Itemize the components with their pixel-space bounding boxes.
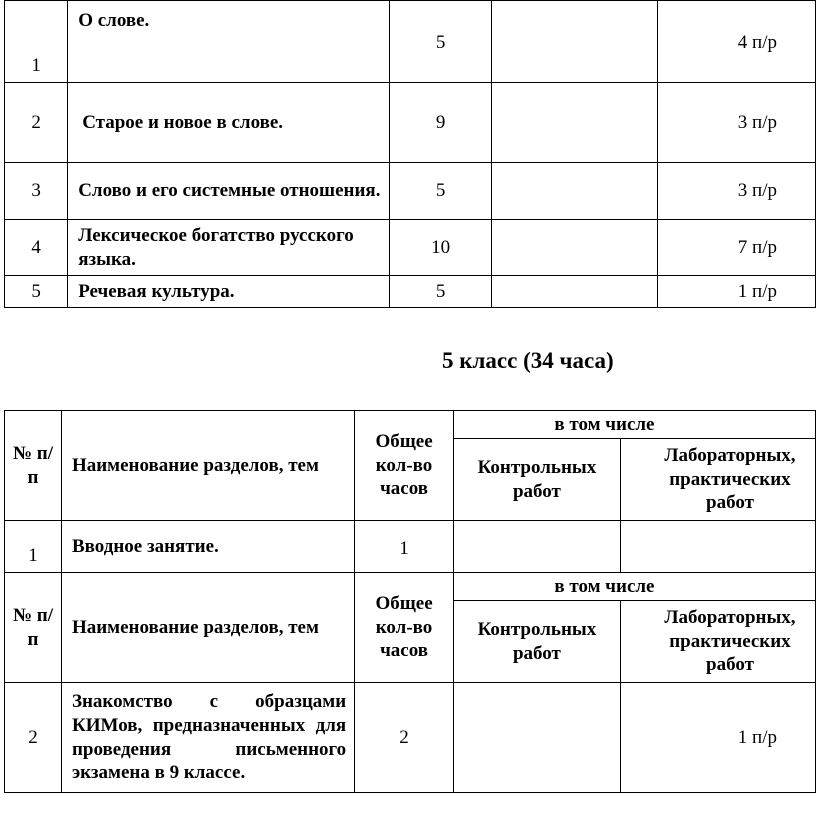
table-row (5, 521, 816, 573)
row-number: 2 (5, 683, 62, 793)
control-works-cell (492, 220, 658, 276)
topics-table-grade5 (4, 410, 816, 793)
number-header: № п/п (5, 573, 62, 683)
table-row (5, 163, 816, 220)
hours-cell: 2 (355, 683, 454, 793)
row-number: 1 (5, 521, 62, 573)
topic-name: Слово и его системные отношения. (68, 163, 390, 220)
practical-works-cell: 4 п/р (657, 1, 815, 83)
table-row (5, 220, 816, 276)
practical-works-cell: 1 п/р (620, 683, 815, 793)
practical-works-cell (620, 521, 815, 573)
topic-name: Старое и новое в слове. (68, 83, 390, 163)
section-title: 5 класс (34 часа) (442, 348, 614, 373)
control-works-cell (492, 83, 658, 163)
control-works-cell (492, 276, 658, 308)
row-number: 1 (5, 1, 68, 83)
section-name-header: Наименование разделов, тем (61, 573, 354, 683)
row-number: 3 (5, 163, 68, 220)
including-header: в том числе (453, 411, 815, 439)
practical-works-cell: 1 п/р (657, 276, 815, 308)
including-header: в том числе (453, 573, 815, 601)
hours-cell: 5 (390, 163, 492, 220)
topic-name: О слове. (68, 1, 390, 83)
control-works-cell (492, 1, 658, 83)
table-header-row (5, 573, 816, 601)
table-row (5, 683, 816, 793)
topic-name: Речевая культура. (68, 276, 390, 308)
total-hours-header: Общее кол-во часов (355, 411, 454, 521)
control-works-cell (453, 683, 620, 793)
topics-table-upper (4, 0, 816, 308)
hours-cell: 5 (390, 1, 492, 83)
topic-name: Вводное занятие. (61, 521, 354, 573)
total-hours-header: Общее кол-во часов (355, 573, 454, 683)
table-row (5, 83, 816, 163)
control-works-cell (453, 521, 620, 573)
control-works-header: Контрольных работ (453, 601, 620, 683)
hours-cell: 5 (390, 276, 492, 308)
hours-cell: 1 (355, 521, 454, 573)
control-works-header: Контрольных работ (453, 439, 620, 521)
table-header-row (5, 411, 816, 439)
table-row (5, 1, 816, 83)
practical-works-header (620, 439, 815, 521)
table-row (5, 276, 816, 308)
row-number: 2 (5, 83, 68, 163)
control-works-cell (492, 163, 658, 220)
number-header: № п/п (5, 411, 62, 521)
hours-cell: 10 (390, 220, 492, 276)
topic-name: Лексическое богатство русского языка. (68, 220, 390, 276)
practical-works-header (620, 601, 815, 683)
practical-works-cell: 3 п/р (657, 83, 815, 163)
practical-works-cell: 7 п/р (657, 220, 815, 276)
topic-name: Знакомство с образцами КИМов, предназначенных для проведения письменного экзамена в 9 классе. (61, 683, 354, 793)
practical-works-header-label: Лабораторных, практических работ (664, 606, 796, 676)
section-name-header: Наименование разделов, тем (61, 411, 354, 521)
row-number: 5 (5, 276, 68, 308)
practical-works-header-label: Лабораторных, практических работ (664, 444, 796, 514)
practical-works-cell: 3 п/р (657, 163, 815, 220)
hours-cell: 9 (390, 83, 492, 163)
row-number: 4 (5, 220, 68, 276)
